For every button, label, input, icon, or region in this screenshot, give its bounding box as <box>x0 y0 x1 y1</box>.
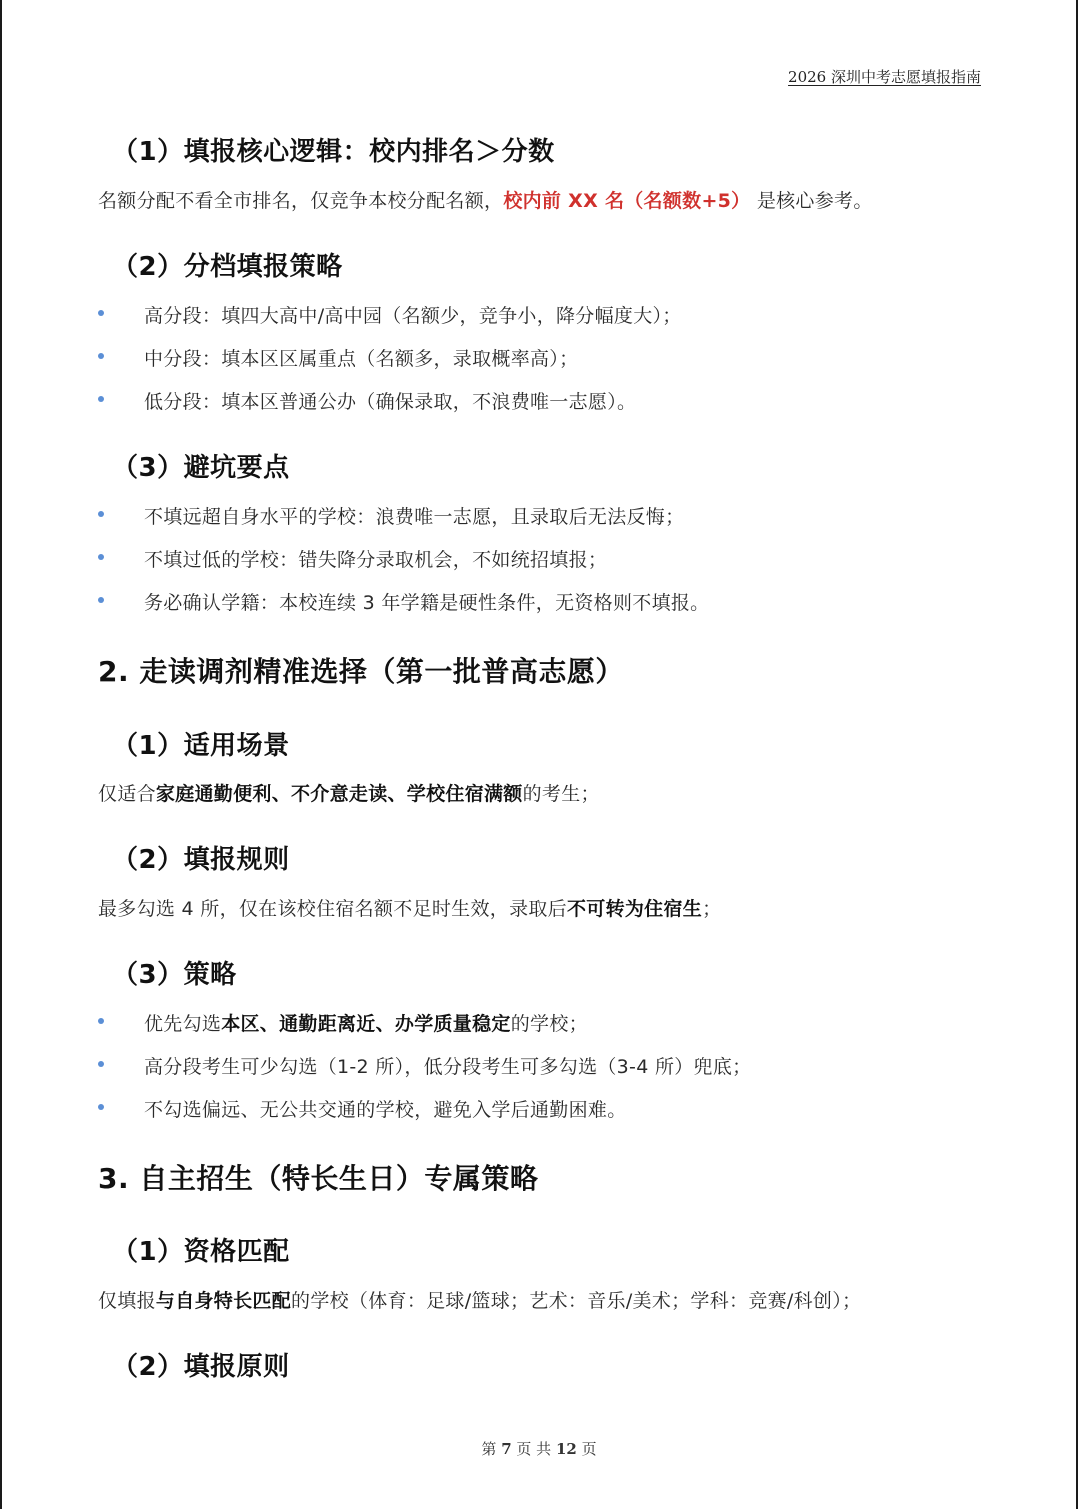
footer-text: 页 共 <box>511 1440 556 1458</box>
heading-tier-strategy: （2）分档填报策略 <box>112 252 343 282</box>
paragraph-filling-rules <box>98 894 721 921</box>
bullet-icon <box>98 1018 104 1024</box>
list-item <box>98 1009 798 1035</box>
list-item <box>98 387 798 413</box>
bullet-icon <box>98 597 104 603</box>
list-item-text: 不填过低的学校：错失降分录取机会，不如统招填报； <box>144 549 608 571</box>
rules-emphasis: 不可转为住宿生 <box>566 898 703 920</box>
strategy-emphasis: 本区、通勤距离近、办学质量稳定 <box>221 1013 511 1035</box>
heading-filling-rules: （2）填报规则 <box>112 845 290 875</box>
bullet-icon <box>98 554 104 560</box>
core-logic-highlight: 校内前 XX 名（名额数+5） <box>503 190 751 212</box>
list-item-text: 务必确认学籍：本校连续 3 年学籍是硬性条件，无资格则不填报。 <box>144 592 710 614</box>
section-3-title: 3. 自主招生（特长生日）专属策略 <box>98 1162 539 1195</box>
heading-applicable-scenario: （1）适用场景 <box>112 731 290 761</box>
list-item <box>98 344 798 370</box>
scenario-text-end: 的考生； <box>522 783 600 805</box>
strategy-text-end: 的学校； <box>510 1013 588 1035</box>
list-item-text: 低分段：填本区普通公办（确保录取，不浪费唯一志愿）。 <box>144 391 637 413</box>
list-item <box>98 301 798 327</box>
list-item <box>98 1052 798 1078</box>
paragraph-qualification-match <box>98 1286 861 1313</box>
total-pages-number: 12 <box>555 1440 577 1458</box>
list-item <box>98 502 798 528</box>
scenario-text: 仅适合 <box>98 783 156 805</box>
section-2-title: 2. 走读调剂精准选择（第一批普高志愿） <box>98 655 624 688</box>
footer-text: 第 <box>481 1440 502 1458</box>
rules-text-end: ； <box>702 898 722 920</box>
running-header-title: 2026 深圳中考志愿填报指南 <box>788 68 981 86</box>
match-text: 仅填报 <box>98 1290 156 1312</box>
core-logic-text-end: 是核心参考。 <box>750 190 873 212</box>
rules-text: 最多勾选 4 所，仅在该校住宿名额不足时生效，录取后 <box>98 898 567 920</box>
bullet-icon <box>98 1104 104 1110</box>
current-page-number: 7 <box>501 1440 512 1458</box>
list-item-text <box>144 1009 588 1036</box>
bullet-icon <box>98 511 104 517</box>
bullet-icon <box>98 310 104 316</box>
list-item <box>98 545 798 571</box>
list-item <box>98 588 798 614</box>
match-text-end: 的学校（体育：足球/篮球；艺术：音乐/美术；学科：竞赛/科创）； <box>291 1290 862 1312</box>
core-logic-text: 名额分配不看全市排名，仅竞争本校分配名额， <box>98 190 504 212</box>
bullet-icon <box>98 353 104 359</box>
heading-core-logic: （1）填报核心逻辑：校内排名＞分数 <box>112 137 555 167</box>
bullet-icon <box>98 396 104 402</box>
bullet-icon <box>98 1061 104 1067</box>
list-item-text: 不填远超自身水平的学校：浪费唯一志愿，且录取后无法反悔； <box>144 506 685 528</box>
heading-qualification-match: （1）资格匹配 <box>112 1237 290 1267</box>
list-item-text: 高分段：填四大高中/高中园（名额少，竞争小，降分幅度大）； <box>144 305 682 327</box>
paragraph-applicable-scenario <box>98 779 600 806</box>
page-footer <box>0 1438 1078 1459</box>
heading-pitfalls: （3）避坑要点 <box>112 453 290 483</box>
match-emphasis: 与自身特长匹配 <box>155 1290 292 1312</box>
footer-text: 页 <box>576 1440 597 1458</box>
list-item <box>98 1095 798 1121</box>
list-item-text: 不勾选偏远、无公共交通的学校，避免入学后通勤困难。 <box>144 1099 627 1121</box>
list-item-text: 中分段：填本区区属重点（名额多，录取概率高）； <box>144 348 579 370</box>
strategy-text: 优先勾选 <box>144 1013 222 1035</box>
list-item-text: 高分段考生可少勾选（1-2 所），低分段考生可多勾选（3-4 所）兜底； <box>144 1056 752 1078</box>
paragraph-core-logic <box>98 186 873 213</box>
scenario-emphasis: 家庭通勤便利、不介意走读、学校住宿满额 <box>155 783 523 805</box>
heading-filling-principle: （2）填报原则 <box>112 1352 290 1382</box>
heading-strategy: （3）策略 <box>112 960 237 990</box>
